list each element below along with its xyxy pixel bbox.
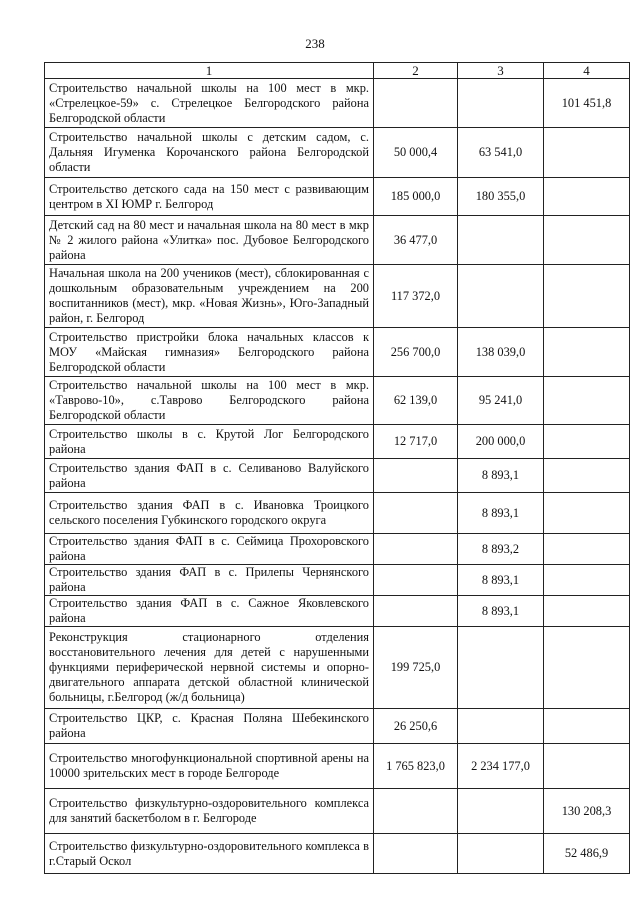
value-col-4 (544, 534, 630, 565)
value-col-4 (544, 493, 630, 534)
value-col-2: 26 250,6 (374, 709, 458, 744)
page-number: 238 (305, 36, 325, 51)
value-col-3: 138 039,0 (458, 328, 544, 377)
object-name: Строительство физкультурно-оздоровительного комплекса в г.Старый Оскол (45, 834, 374, 874)
object-name: Начальная школа на 200 учеников (мест), сблокированная с дошкольным образовательным учреждением на 200 воспитанников (мест), мкр. «Новая Жизнь», Юго-Западный район, г. Белгород (45, 265, 374, 328)
table-row (45, 79, 630, 128)
table-row (45, 744, 630, 789)
value-col-4 (544, 709, 630, 744)
value-col-2: 199 725,0 (374, 627, 458, 709)
value-col-2 (374, 79, 458, 128)
value-col-3: 63 541,0 (458, 128, 544, 178)
value-col-3 (458, 79, 544, 128)
table-row (45, 596, 630, 627)
value-col-4 (544, 627, 630, 709)
value-col-3: 8 893,1 (458, 493, 544, 534)
value-col-3: 95 241,0 (458, 377, 544, 425)
table-row (45, 178, 630, 216)
value-col-2: 256 700,0 (374, 328, 458, 377)
object-name: Строительство ЦКР, с. Красная Поляна Шебекинского района (45, 709, 374, 744)
value-col-3 (458, 265, 544, 328)
value-col-2 (374, 789, 458, 834)
object-name: Строительство начальной школы на 100 мест в мкр. «Таврово-10», с.Таврово Белгородского района Белгородской области (45, 377, 374, 425)
value-col-2: 117 372,0 (374, 265, 458, 328)
object-name: Детский сад на 80 мест и начальная школа на 80 мест в мкр № 2 жилого района «Улитка» пос. Дубовое Белгородского района (45, 216, 374, 265)
value-col-4: 101 451,8 (544, 79, 630, 128)
value-col-3 (458, 627, 544, 709)
value-col-2 (374, 534, 458, 565)
object-name: Строительство пристройки блока начальных классов к МОУ «Майская гимназия» Белгородского района Белгородской области (45, 328, 374, 377)
value-col-2: 36 477,0 (374, 216, 458, 265)
object-name: Строительство физкультурно-оздоровительного комплекса для занятий баскетболом в г. Белгороде (45, 789, 374, 834)
value-col-2: 50 000,4 (374, 128, 458, 178)
column-header-1: 1 (45, 63, 374, 79)
value-col-2: 185 000,0 (374, 178, 458, 216)
object-name: Строительство начальной школы на 100 мест в мкр. «Стрелецкое-59» с. Стрелецкое Белгородского района Белгородской области (45, 79, 374, 128)
table-row (45, 216, 630, 265)
value-col-3 (458, 709, 544, 744)
object-name: Строительство здания ФАП в с. Селиваново Валуйского района (45, 459, 374, 493)
table-row (45, 377, 630, 425)
header-row (45, 63, 630, 79)
table-row (45, 709, 630, 744)
value-col-3 (458, 789, 544, 834)
object-name: Реконструкция стационарного отделения восстановительного лечения для детей с нарушенными функциями периферической нервной системы и опорно-двигательного аппарата детской областной клинической больницы, г.Белгород (ж/д больница) (45, 627, 374, 709)
value-col-4 (544, 377, 630, 425)
object-name: Строительство здания ФАП в с. Сажное Яковлевского района (45, 596, 374, 627)
value-col-3: 8 893,1 (458, 596, 544, 627)
value-col-4 (544, 596, 630, 627)
table-row (45, 425, 630, 459)
value-col-4 (544, 216, 630, 265)
value-col-4 (544, 425, 630, 459)
object-name: Строительство здания ФАП в с. Сеймица Прохоровского района (45, 534, 374, 565)
value-col-2 (374, 459, 458, 493)
value-col-2: 62 139,0 (374, 377, 458, 425)
table-row (45, 565, 630, 596)
value-col-3 (458, 834, 544, 874)
value-col-2 (374, 834, 458, 874)
value-col-4: 52 486,9 (544, 834, 630, 874)
object-name: Строительство многофункциональной спортивной арены на 10000 зрительских мест в городе Белгороде (45, 744, 374, 789)
column-header-2: 2 (374, 63, 458, 79)
value-col-4 (544, 328, 630, 377)
value-col-3: 8 893,1 (458, 459, 544, 493)
table-row (45, 627, 630, 709)
value-col-3: 8 893,1 (458, 565, 544, 596)
value-col-4 (544, 265, 630, 328)
table-row (45, 493, 630, 534)
table-row (45, 128, 630, 178)
value-col-4: 130 208,3 (544, 789, 630, 834)
table-row (45, 265, 630, 328)
object-name: Строительство здания ФАП в с. Ивановка Троицкого сельского поселения Губкинского городского округа (45, 493, 374, 534)
table-row (45, 534, 630, 565)
value-col-2 (374, 596, 458, 627)
value-col-3: 180 355,0 (458, 178, 544, 216)
value-col-2 (374, 493, 458, 534)
object-name: Строительство школы в с. Крутой Лог Белгородского района (45, 425, 374, 459)
value-col-2: 12 717,0 (374, 425, 458, 459)
value-col-4 (544, 565, 630, 596)
table-row (45, 328, 630, 377)
value-col-3 (458, 216, 544, 265)
funding-table (44, 62, 630, 874)
column-header-4: 4 (544, 63, 630, 79)
object-name: Строительство начальной школы с детским садом, с. Дальняя Игуменка Корочанского района Белгородской области (45, 128, 374, 178)
column-header-3: 3 (458, 63, 544, 79)
value-col-2: 1 765 823,0 (374, 744, 458, 789)
value-col-3: 2 234 177,0 (458, 744, 544, 789)
object-name: Строительство здания ФАП в с. Прилепы Чернянского района (45, 565, 374, 596)
value-col-4 (544, 459, 630, 493)
value-col-4 (544, 744, 630, 789)
table-row (45, 789, 630, 834)
value-col-4 (544, 178, 630, 216)
value-col-3: 200 000,0 (458, 425, 544, 459)
value-col-2 (374, 565, 458, 596)
value-col-3: 8 893,2 (458, 534, 544, 565)
value-col-4 (544, 128, 630, 178)
table-row (45, 459, 630, 493)
table-row (45, 834, 630, 874)
object-name: Строительство детского сада на 150 мест с развивающим центром в XI ЮМР г. Белгород (45, 178, 374, 216)
